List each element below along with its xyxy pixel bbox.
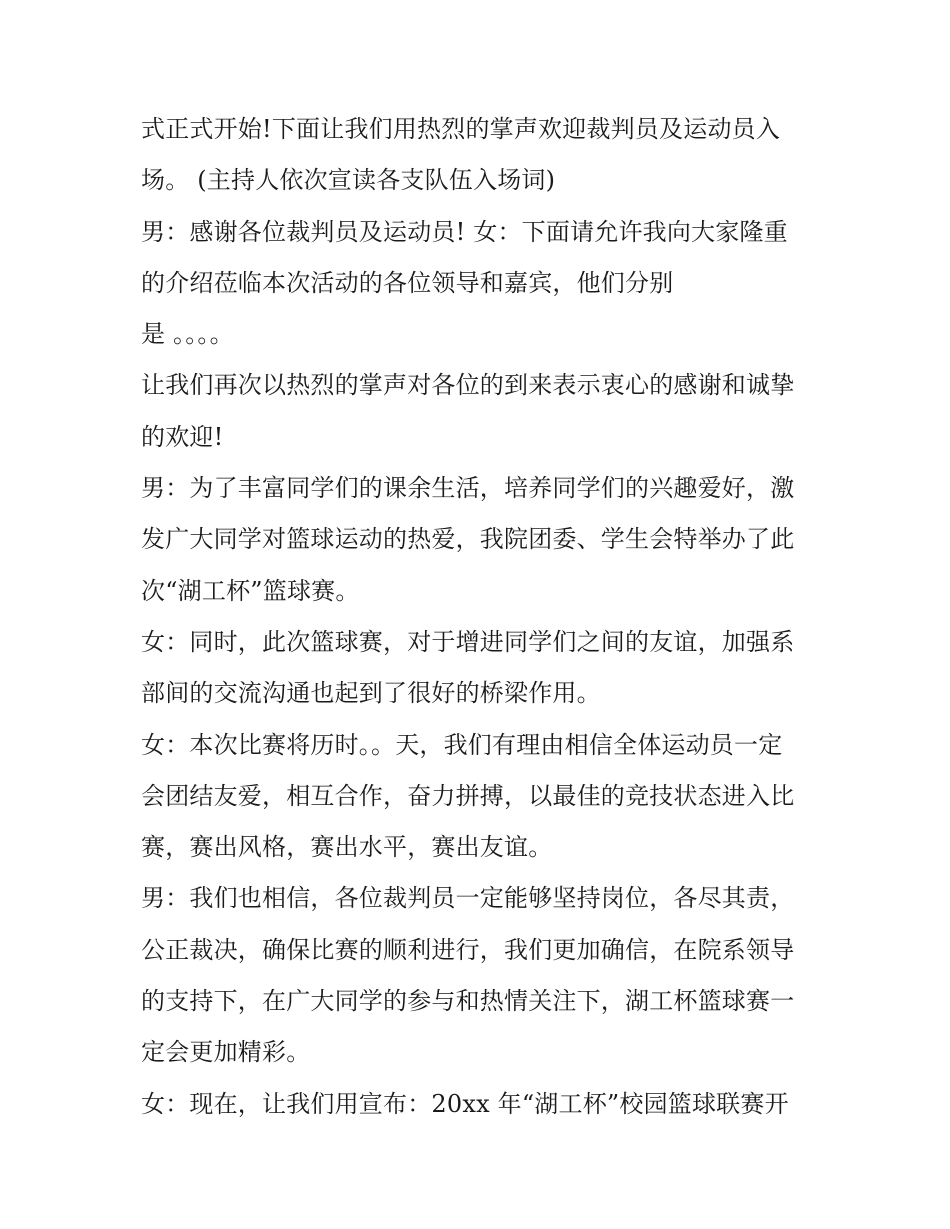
document-body xyxy=(141,104,821,1130)
text-line: 女：本次比赛将历时。。天，我们有理由相信全体运动员一定 xyxy=(141,730,783,759)
text-line: 式正式开始!下面让我们用热烈的掌声欢迎裁判员及运动员入 xyxy=(141,115,781,143)
text-line: 公正裁决，确保比赛的顺利进行，我们更加确信，在院系领导 xyxy=(141,935,795,964)
text-line: 次“湖工杯”篮球赛。 xyxy=(141,576,360,605)
text-line: 的支持下，在广大同学的参与和热情关注下，湖工杯篮球赛一 xyxy=(141,987,795,1016)
text-line: 是 。。。。 xyxy=(141,320,234,349)
text-line: 男：为了丰富同学们的课余生活，培养同学们的兴趣爱好，激 xyxy=(141,474,795,503)
text-line: 让我们再次以热烈的掌声对各位的到来表示衷心的感谢和诚挚 xyxy=(141,371,795,400)
text-line: 发广大同学对篮球运动的热爱，我院团委、学生会特举办了此 xyxy=(141,525,795,554)
text-line: 的欢迎! xyxy=(141,422,224,451)
text-line: 女：同时，此次篮球赛，对于增进同学们之间的友谊，加强系 xyxy=(141,627,795,656)
text-line: 男：我们也相信，各位裁判员一定能够坚持岗位，各尽其责， xyxy=(141,884,795,913)
text-line: 的介绍莅临本次活动的各位领导和嘉宾，他们分别 xyxy=(141,268,674,297)
text-line: 女：现在，让我们用宣布：20xx 年“湖工杯”校园篮球联赛开 xyxy=(141,1089,789,1118)
text-line: 部间的交流沟通也起到了很好的桥梁作用。 xyxy=(141,679,601,708)
text-line: 场。 (主持人依次宣读各支队伍入场词) xyxy=(141,166,556,195)
text-line: 会团结友爱，相互合作，奋力拼搏，以最佳的竞技状态进入比 xyxy=(141,781,795,810)
text-line: 定会更加精彩。 xyxy=(141,1038,311,1067)
text-line: 男：感谢各位裁判员及运动员! 女：下面请允许我向大家隆重 xyxy=(141,217,788,246)
text-line: 赛，赛出风格，赛出水平，赛出友谊。 xyxy=(141,833,553,862)
